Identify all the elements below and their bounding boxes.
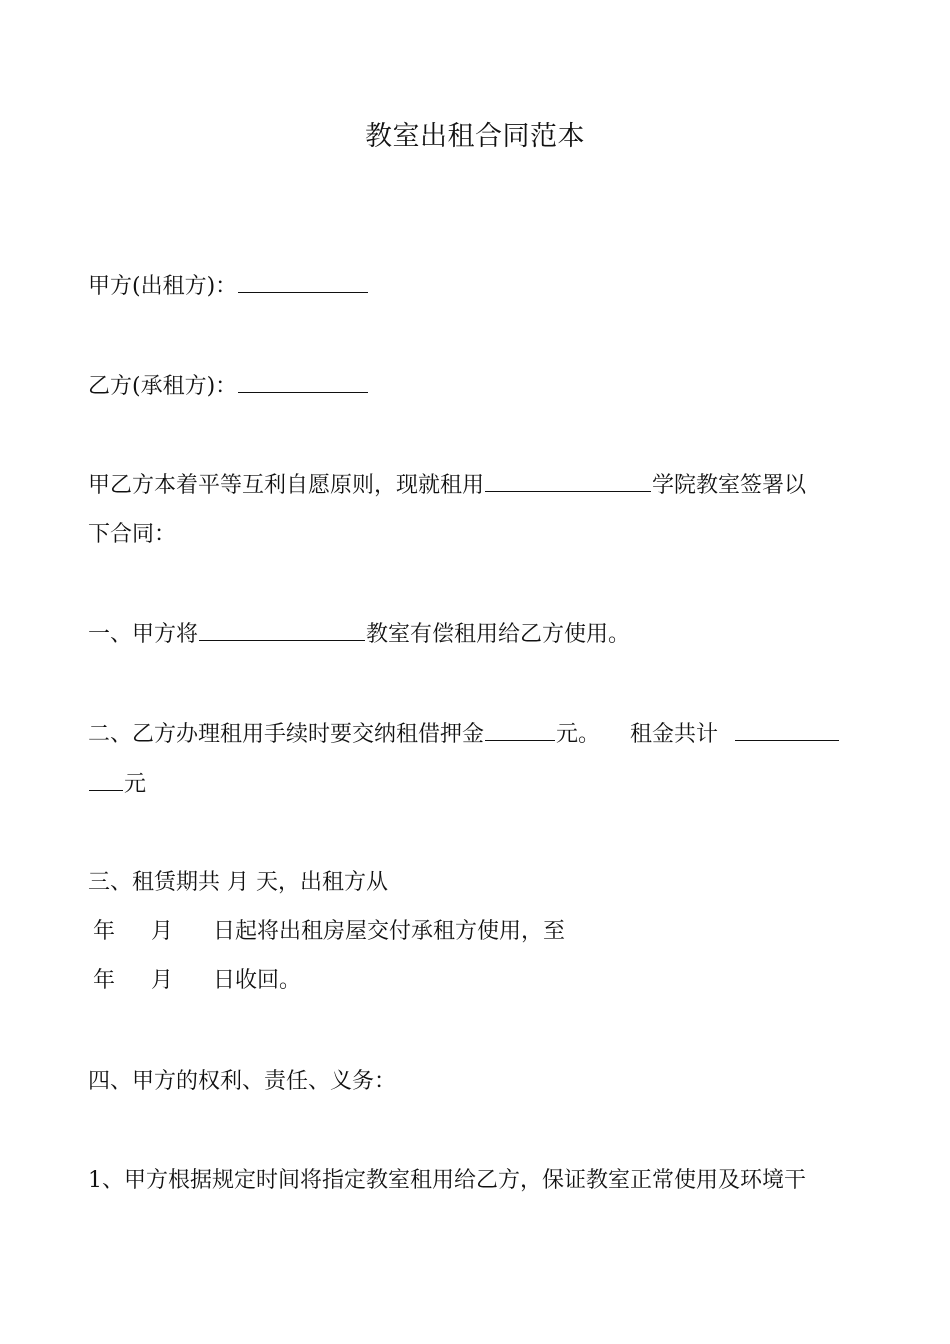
classroom-blank [199,618,365,641]
clause-1-text-1: 一、甲方将 [88,622,199,647]
clause-4-item-1: 1、甲方根据规定时间将指定教室租用给乙方，保证教室正常使用及环境干 [88,1168,806,1193]
end-month-label: 月 [151,968,174,993]
party-b-line [88,370,369,402]
clause-3-line-1: 三、租赁期共 月 天，出租方从 [88,870,388,895]
clause-3-text-3: 日收回。 [213,968,302,993]
clause-2-text-2: 元。 [556,722,601,747]
start-year-label: 年 [93,919,116,944]
party-b-blank [238,370,368,393]
intro-line-2: 下合同： [88,522,177,547]
rent-blank-part2 [89,768,123,791]
clause-3-line-3 [93,966,301,996]
clause-2-text-1: 二、乙方办理租用手续时要交纳租借押金 [88,722,485,747]
start-month-label: 月 [151,919,174,944]
end-year-label: 年 [93,968,116,993]
clause-2-line-1 [88,718,840,750]
party-a-line [88,270,369,302]
intro-line-1 [88,469,806,501]
deposit-blank [485,718,555,741]
rent-blank-part1 [735,718,839,741]
clause-1 [88,618,630,650]
party-b-label: 乙方(承租方)： [88,374,238,399]
intro-text-2: 学院教室签署以 [652,473,807,498]
clause-2-line-2 [88,768,146,800]
clause-2-text-4: 元 [124,772,147,797]
clause-3-line-2 [93,917,565,947]
clause-1-text-2: 教室有偿租用给乙方使用。 [366,622,631,647]
college-name-blank [485,469,651,492]
document-title: 教室出租合同范本 [365,121,585,152]
party-a-blank [238,270,368,293]
clause-2-text-3: 租金共计 [630,722,719,747]
intro-text-1: 甲乙方本着平等互利自愿原则，现就租用 [88,473,485,498]
clause-3-text-2: 日起将出租房屋交付承租方使用，至 [213,919,566,944]
clause-4-heading: 四、甲方的权利、责任、义务： [88,1069,397,1094]
party-a-label: 甲方(出租方)： [88,274,238,299]
